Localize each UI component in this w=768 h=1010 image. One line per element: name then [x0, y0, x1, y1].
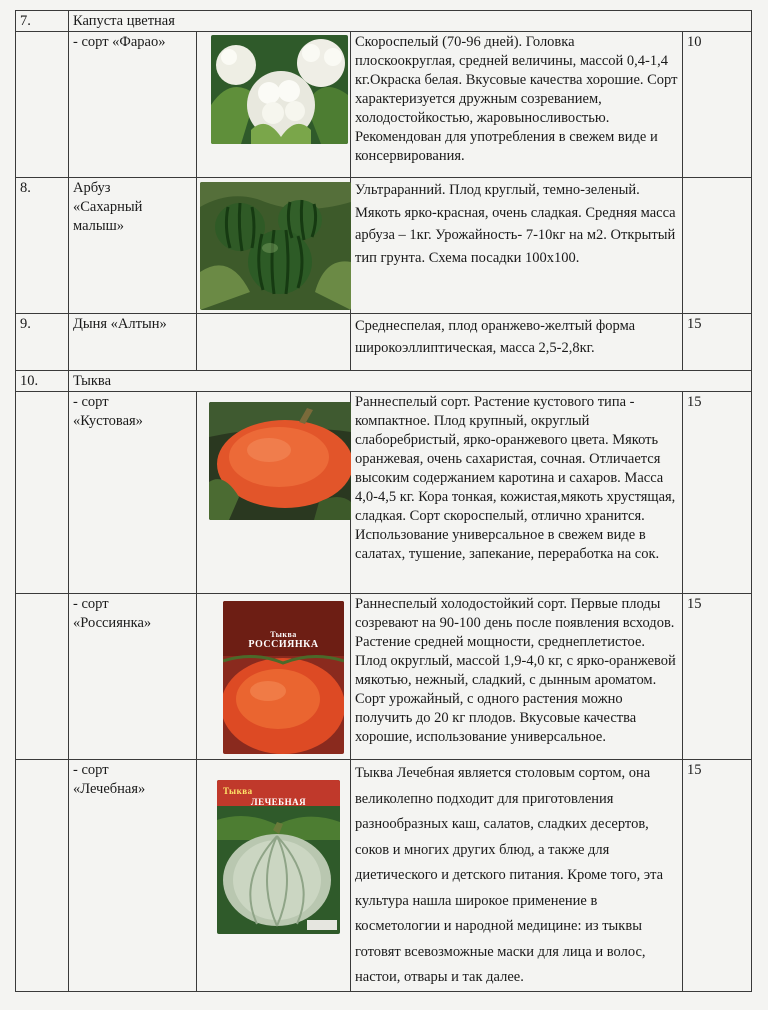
- variety-description: Раннеспелый сорт. Растение кустового типа - компактное. Плод крупный, округлый слаборебристый, ярко-оранжевого цвета. Мякоть оранжевая, очень сахаристая, сочная. Отличается высоким содержанием каротина и сахаров. Масса 4,0-4,5 кг. Кора тонкая, кожистая,мякоть хрустящая, сладкая. Сорт скороспелый, отлично хранится. Использование универсальное в свежем виде в салатах, тушение, запекание, переработка на сок.: [351, 392, 683, 594]
- variety-value: 10: [683, 32, 752, 178]
- variety-description: Раннеспелый холодостойкий сорт. Первые плоды созревают на 90-100 день после появления всходов. Растение средней мощности, среднеплетистое. Плод округлый, массой 1,9-4,0 кг, с ярко-оранжевой мякотью, нежный, сладкий, с дынным ароматом. Сорт урожайный, с одного растения можно получить до 20 кг плодов. Вкусовые качества хорошие, использование универсальное.: [351, 594, 683, 760]
- row-number: 8.: [16, 178, 69, 314]
- variety-image-cell-empty: [197, 314, 351, 371]
- variety-image-cell: [197, 178, 351, 314]
- table-row: [16, 594, 752, 760]
- packet-label-crop: Тыква: [223, 786, 253, 796]
- varieties-table: [15, 10, 752, 992]
- variety-description: Ультраранний. Плод круглый, темно-зеленый. Мякоть ярко-красная, очень сладкая. Средняя масса арбуза – 1кг. Урожайность- 7-10кг на м2. Открытый тип грунта. Схема посадки 100х100.: [351, 178, 683, 314]
- crop-name: Тыква: [69, 371, 752, 392]
- crop-name: Дыня «Алтын»: [69, 314, 197, 371]
- crop-name: Арбуз «Сахарный малыш»: [69, 178, 197, 314]
- variety-image-cell: [197, 32, 351, 178]
- variety-name: - сорт «Лечебная»: [69, 760, 197, 992]
- table-row: [16, 392, 752, 594]
- variety-description: Тыква Лечебная является столовым сортом, она великолепно подходит для приготовления разнообразных каш, салатов, сладких десертов, соков и многих других блюд, а также для диетического и детского питания. Кроме того, эта культура нашла широкое применение в косметологии и народной медицине: из тыквы готовят всевозможные маски для лица и волос, настои, отвары и так далее.: [351, 760, 683, 992]
- table-row: [16, 371, 752, 392]
- variety-name: - сорт «Фарао»: [69, 32, 197, 178]
- variety-image-cell: [197, 392, 351, 594]
- variety-value: 15: [683, 594, 752, 760]
- cauliflower-photo: [211, 35, 348, 144]
- variety-value: 15: [683, 760, 752, 992]
- row-number-empty: [16, 760, 69, 992]
- row-number: 10.: [16, 371, 69, 392]
- packet-label-variety: ЛЕЧЕБНАЯ: [250, 797, 307, 807]
- seed-packet-rossiyanka: [223, 601, 344, 754]
- variety-image-cell: [197, 760, 351, 992]
- packet-label-crop: Тыква: [270, 630, 297, 639]
- variety-value: 15: [683, 314, 752, 371]
- watermelon-photo: [200, 182, 351, 310]
- row-number-empty: [16, 594, 69, 760]
- row-number-empty: [16, 392, 69, 594]
- variety-description: Среднеспелая, плод оранжево-желтый форма широкоэллиптическая, масса 2,5-2,8кг.: [351, 314, 683, 371]
- variety-image-cell: [197, 594, 351, 760]
- variety-value-empty: [683, 178, 752, 314]
- table-row: [16, 314, 752, 371]
- row-number: 9.: [16, 314, 69, 371]
- packet-label-variety: РОССИЯНКА: [248, 639, 319, 650]
- table-row: [16, 760, 752, 992]
- row-number-empty: [16, 32, 69, 178]
- variety-value: 15: [683, 392, 752, 594]
- variety-description: Скороспелый (70-96 дней). Головка плоскоокруглая, средней величины, массой 0,4-1,4 кг.Окраска белая. Вкусовые качества хорошие. Сорт характеризуется дружным созреванием, холодостойкостью, жаровыносливостью. Рекомендован для употребления в свежем виде и консервирования.: [351, 32, 683, 178]
- variety-name: - сорт «Россиянка»: [69, 594, 197, 760]
- orange-pumpkin-photo: [209, 402, 351, 520]
- row-number: 7.: [16, 11, 69, 32]
- table-row: [16, 11, 752, 32]
- variety-name: - сорт «Кустовая»: [69, 392, 197, 594]
- crop-name: Капуста цветная: [69, 11, 752, 32]
- table-row: [16, 32, 752, 178]
- table-row: [16, 178, 752, 314]
- seed-packet-lechebnaya: [217, 780, 340, 934]
